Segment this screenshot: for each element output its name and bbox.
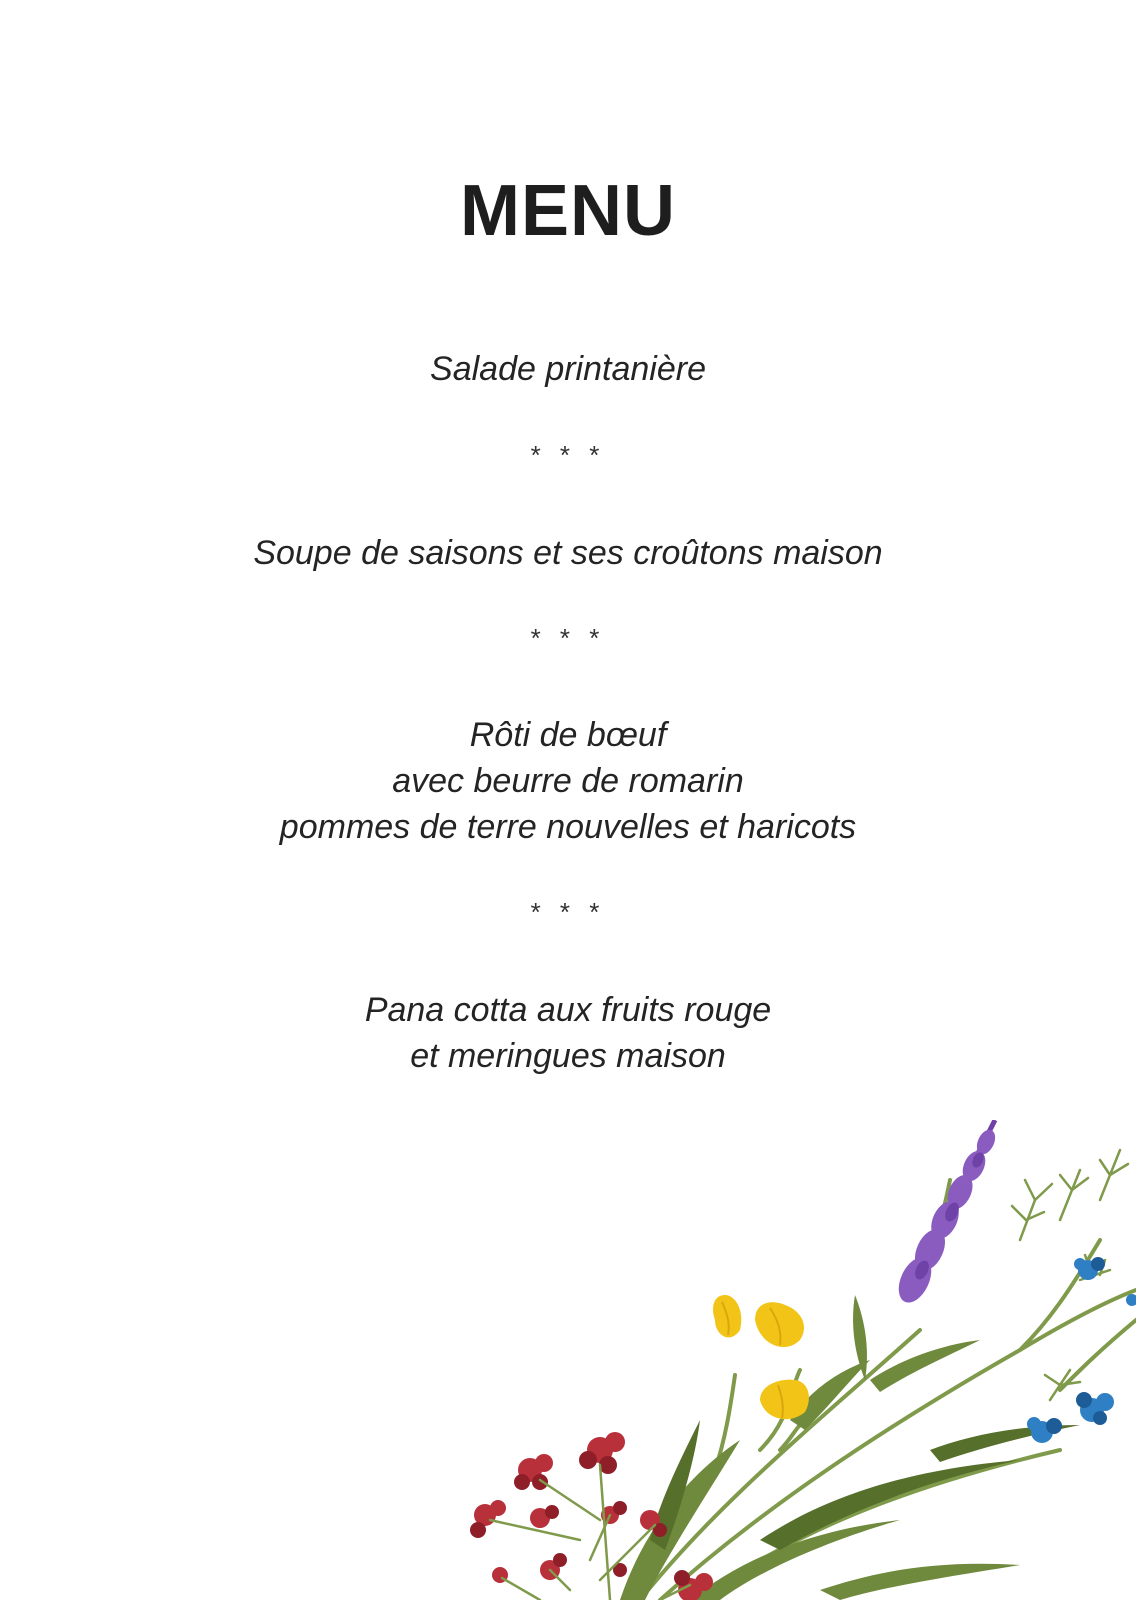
blue-flowers: [1027, 1257, 1136, 1443]
course-line: Rôti de bœuf: [469, 716, 667, 754]
course-line: et meringues maison: [410, 1037, 726, 1075]
course-line: avec beurre de romarin: [392, 762, 744, 800]
course-line: Pana cotta aux fruits rouge: [364, 991, 772, 1029]
course-line: pommes de terre nouvelles et haricots: [279, 808, 857, 846]
course-separator: * * *: [530, 623, 606, 653]
tulip-flowers: [713, 1295, 809, 1419]
stems: [640, 1180, 1136, 1600]
course-main: [0, 712, 1136, 850]
course-starter: [0, 346, 1136, 392]
course-line: Soupe de saisons et ses croûtons maison: [253, 534, 883, 572]
course-dessert: [0, 987, 1136, 1079]
lavender-flower: [892, 1120, 999, 1308]
course-line: Salade printanière: [430, 350, 706, 388]
course-soup: [0, 530, 1136, 576]
course-separator: * * *: [530, 897, 606, 927]
leaves: [620, 1295, 1080, 1600]
floral-bouquet-illustration: [460, 1120, 1136, 1600]
fern-sprigs: [1012, 1150, 1128, 1400]
menu-title: MENU: [460, 171, 676, 251]
course-separator: * * *: [530, 440, 606, 470]
